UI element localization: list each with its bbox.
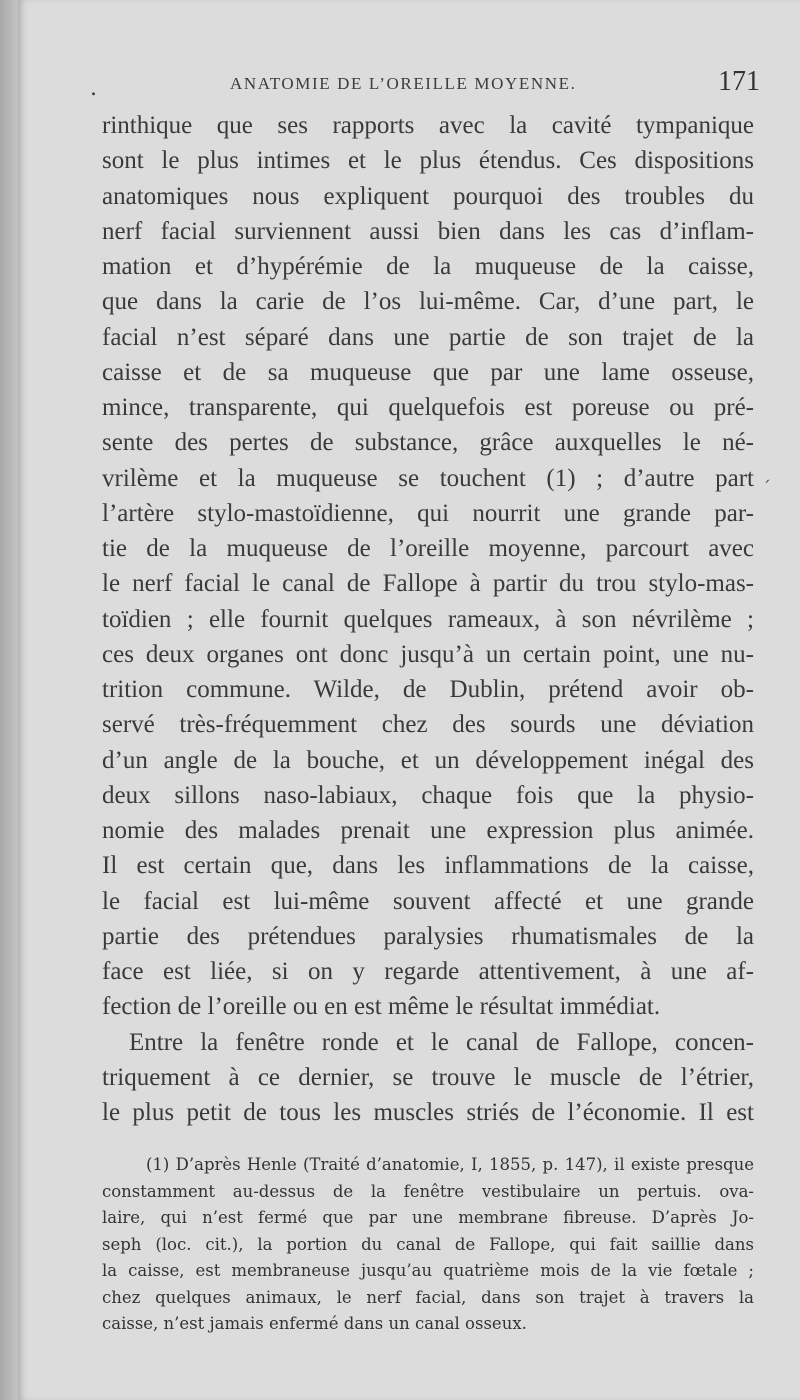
footnote-line: laire, qui n’est fermé que par une membrane fibreuse. D’après Jo- [102,1208,754,1227]
text-line: caisse et de sa muqueuse que par une lame osseuse, [102,358,754,386]
footnote-block [102,1152,754,1338]
footnote-line: caisse, n’est jamais enfermé dans un canal osseux. [102,1314,527,1333]
text-line: sont le plus intimes et le plus étendus. Ces dispositions [102,147,754,175]
text-line: le facial est lui-même souvent affecté et une grande [102,887,754,915]
paragraph-start-line: Entre la fenêtre ronde et le canal de Fallope, concen- [129,1028,754,1056]
text-line: le nerf facial le canal de Fallope à partir du trou stylo-mas- [102,570,754,598]
text-line: rinthique que ses rapports avec la cavité tympanique [102,112,754,139]
text-line: d’un angle de la bouche, et un développement inégal des [102,746,754,774]
scan-edge [0,0,18,1400]
text-line: vrilème et la muqueuse se touchent (1) ; d’autre part [102,464,754,492]
text-line: servé très-fréquemment chez des sourds une déviation [102,711,754,739]
text-line: ces deux organes ont donc jusqu’à un certain point, une nu- [102,640,754,668]
text-line: mation et d’hypérémie de la muqueuse de la caisse, [102,253,754,280]
text-line: sente des pertes de substance, grâce auxquelles le né- [102,429,754,457]
text-line: trition commune. Wilde, de Dublin, prétend avoir ob- [102,676,754,703]
text-line: facial n’est séparé dans une partie de son trajet de la [102,323,754,351]
text-line: nomie des malades prenait une expression plus animée. [102,817,754,844]
running-head: ANATOMIE DE L’OREILLE MOYENNE. [230,74,577,93]
text-line: nerf facial surviennent aussi bien dans les cas d’inflam- [102,217,754,245]
footnote-line: la caisse, est membraneuse jusqu’au quatrième mois de la vie fœtale ; [102,1261,754,1280]
text-line: triquement à ce dernier, se trouve le muscle de l’étrier, [102,1063,754,1091]
page-header [90,62,760,102]
text-line: anatomiques nous expliquent pourquoi des troubles du [102,182,754,210]
text-line: deux sillons naso-labiaux, chaque fois que la physio- [102,781,754,809]
margin-mark: ´ [762,478,771,499]
text-line: Il est certain que, dans les inflammations de la caisse, [102,852,754,880]
footnote-line: seph (loc. cit.), la portion du canal de Fallope, qui fait saillie dans [102,1234,754,1254]
text-line: tie de la muqueuse de l’oreille moyenne, parcourt avec [102,535,754,562]
page-number: 171 [718,66,760,97]
footnote-line: chez quelques animaux, le nerf facial, dans son trajet à travers la [102,1287,754,1307]
text-line: l’artère stylo-mastoïdienne, qui nourrit une grande par- [102,499,754,527]
footnote-line: (1) D’après Henle (Traité d’anatomie, I, 1855, p. 147), il existe presque [146,1155,754,1174]
text-line: toïdien ; elle fournit quelques rameaux, à son névrilème ; [102,605,754,633]
text-line: mince, transparente, qui quelquefois est poreuse ou pré- [102,394,754,421]
footnote-line: constamment au-dessus de la fenêtre vestibulaire un pertuis. ova- [102,1181,754,1201]
text-line: le plus petit de tous les muscles striés de l’économie. Il est [102,1099,754,1126]
text-line: fection de l’oreille ou en est même le résultat immédiat. [102,993,661,1021]
text-line: que dans la carie de l’os lui-même. Car, d’une part, le [102,288,754,316]
text-line: partie des prétendues paralysies rhumatismales de la [102,922,754,950]
text-line: face est liée, si on y regarde attentivement, à une af- [102,958,754,985]
main-text [102,108,754,1130]
header-dot: . [90,76,97,101]
